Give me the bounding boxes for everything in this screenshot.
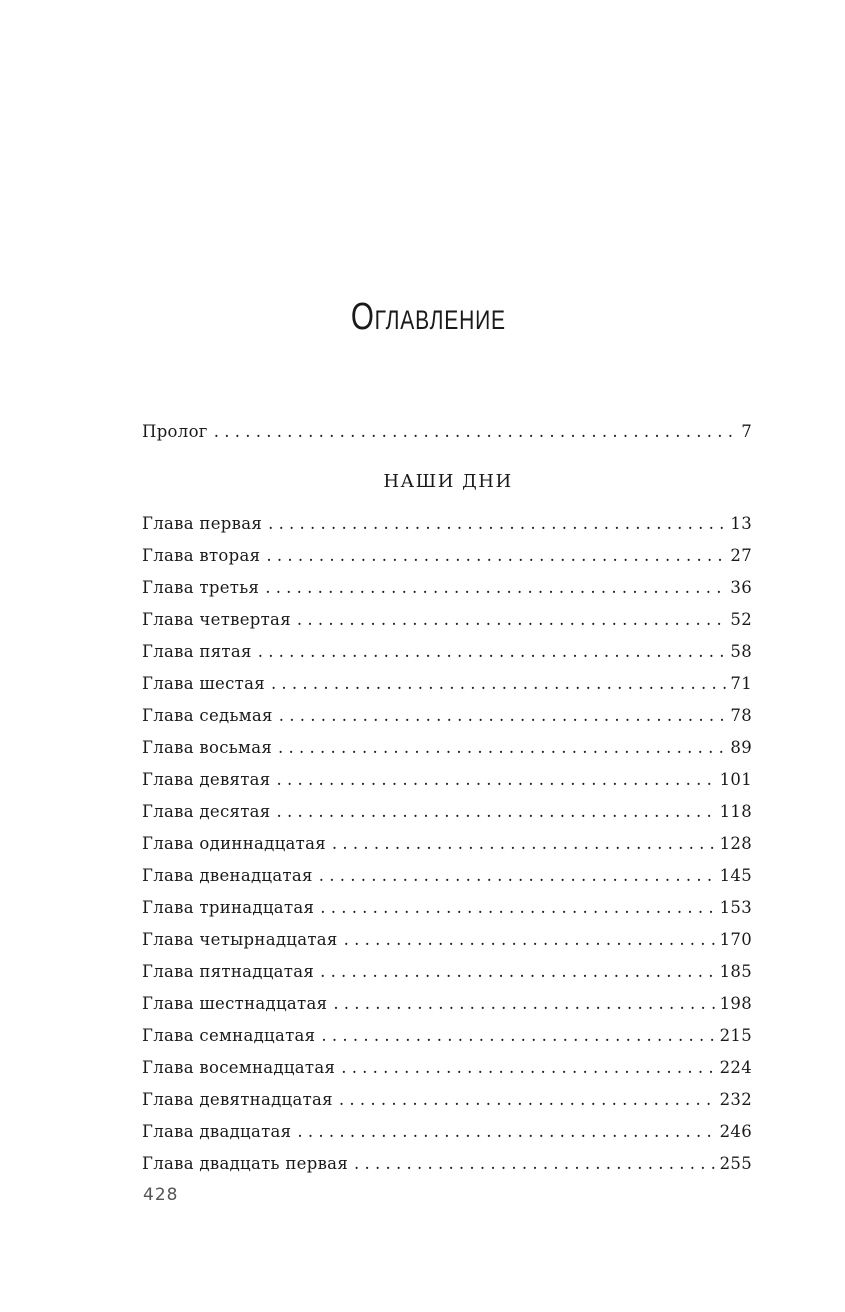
dot-leader <box>277 764 718 796</box>
toc-entry-page: 78 <box>730 706 752 725</box>
toc-entry-label: Глава двадцатая <box>142 1122 292 1141</box>
toc-entry-page: 255 <box>719 1154 752 1173</box>
toc-entry-label: Глава двадцать первая <box>142 1154 349 1173</box>
dot-leader <box>344 924 718 956</box>
dot-leader <box>320 892 717 924</box>
toc-entry-chapter[interactable] <box>142 604 752 636</box>
toc-entry-chapter[interactable] <box>142 828 752 860</box>
dot-leader <box>320 956 718 988</box>
toc-entry-chapter[interactable] <box>142 700 752 732</box>
dot-leader <box>266 540 728 572</box>
toc-entry-chapter[interactable] <box>142 796 752 828</box>
toc-entry-chapter[interactable] <box>142 572 752 604</box>
toc-entry-page: 185 <box>719 962 752 981</box>
toc-entry-chapter[interactable] <box>142 540 752 572</box>
page-number: 428 <box>143 1185 179 1205</box>
dot-leader <box>279 700 729 732</box>
toc-entry-chapter[interactable] <box>142 1084 752 1116</box>
toc-entry-chapter[interactable] <box>142 892 752 924</box>
toc-entry-chapter[interactable] <box>142 732 752 764</box>
toc-entry-label: Глава восьмая <box>142 738 273 757</box>
dot-leader <box>258 636 729 668</box>
toc-entry-label: Глава восемнадцатая <box>142 1058 336 1077</box>
table-of-contents <box>142 416 752 1180</box>
dot-leader <box>354 1148 718 1180</box>
toc-entry-page: 101 <box>719 770 752 789</box>
toc-entry-label: Глава шестая <box>142 674 265 693</box>
toc-entry-chapter[interactable] <box>142 1148 752 1180</box>
toc-entry-page: 128 <box>719 834 752 853</box>
dot-leader <box>268 508 728 540</box>
toc-entry-page: 13 <box>730 514 752 533</box>
toc-entry-chapter[interactable] <box>142 508 752 540</box>
toc-entry-label: Глава тринадцатая <box>142 898 315 917</box>
dot-leader <box>271 668 728 700</box>
toc-entry-page: 36 <box>730 578 752 597</box>
toc-entry-label: Глава первая <box>142 514 263 533</box>
dot-leader <box>332 828 718 860</box>
toc-entry-label: Глава десятая <box>142 802 271 821</box>
toc-entry-label: Пролог <box>142 422 208 441</box>
toc-entry-chapter[interactable] <box>142 988 752 1020</box>
toc-entry-page: 232 <box>719 1090 752 1109</box>
toc-entry-page: 52 <box>730 610 752 629</box>
toc-entry-label: Глава девятнадцатая <box>142 1090 333 1109</box>
dot-leader <box>297 604 728 636</box>
toc-entry-chapter[interactable] <box>142 860 752 892</box>
dot-leader <box>265 572 728 604</box>
toc-entry-page: 215 <box>719 1026 752 1045</box>
toc-entry-label: Глава шестнадцатая <box>142 994 328 1013</box>
toc-entry-page: 153 <box>719 898 752 917</box>
chapter-list <box>142 508 752 1180</box>
toc-entry-page: 7 <box>741 422 752 441</box>
toc-entry-label: Глава четвертая <box>142 610 291 629</box>
toc-entry-label: Глава девятая <box>142 770 271 789</box>
toc-entry-prologue[interactable] <box>142 416 752 448</box>
toc-entry-label: Глава пятая <box>142 642 252 661</box>
toc-entry-page: 170 <box>719 930 752 949</box>
toc-entry-label: Глава третья <box>142 578 260 597</box>
dot-leader <box>297 1116 717 1148</box>
dot-leader <box>341 1052 717 1084</box>
dot-leader <box>339 1084 718 1116</box>
toc-entry-page: 58 <box>730 642 752 661</box>
toc-entry-chapter[interactable] <box>142 956 752 988</box>
toc-entry-page: 198 <box>719 994 752 1013</box>
toc-entry-label: Глава седьмая <box>142 706 273 725</box>
dot-leader <box>276 796 717 828</box>
toc-entry-page: 145 <box>719 866 752 885</box>
toc-entry-chapter[interactable] <box>142 924 752 956</box>
toc-entry-page: 27 <box>730 546 752 565</box>
page-title: Оглавление <box>350 296 506 338</box>
toc-entry-label: Глава четырнадцатая <box>142 930 338 949</box>
toc-entry-label: Глава вторая <box>142 546 261 565</box>
toc-entry-label: Глава семнадцатая <box>142 1026 316 1045</box>
dot-leader <box>321 1020 717 1052</box>
dot-leader <box>278 732 728 764</box>
toc-entry-page: 89 <box>730 738 752 757</box>
toc-entry-page: 118 <box>719 802 752 821</box>
toc-entry-page: 246 <box>719 1122 752 1141</box>
section-heading: НАШИ ДНИ <box>383 471 513 492</box>
toc-entry-chapter[interactable] <box>142 764 752 796</box>
toc-entry-chapter[interactable] <box>142 636 752 668</box>
dot-leader <box>319 860 718 892</box>
toc-entry-chapter[interactable] <box>142 1020 752 1052</box>
dot-leader <box>214 416 739 448</box>
dot-leader <box>333 988 717 1020</box>
toc-entry-chapter[interactable] <box>142 668 752 700</box>
toc-entry-chapter[interactable] <box>142 1116 752 1148</box>
toc-entry-label: Глава пятнадцатая <box>142 962 315 981</box>
toc-entry-label: Глава одиннадцатая <box>142 834 326 853</box>
toc-entry-page: 71 <box>730 674 752 693</box>
toc-entry-chapter[interactable] <box>142 1052 752 1084</box>
toc-entry-page: 224 <box>719 1058 752 1077</box>
toc-entry-label: Глава двенадцатая <box>142 866 313 885</box>
